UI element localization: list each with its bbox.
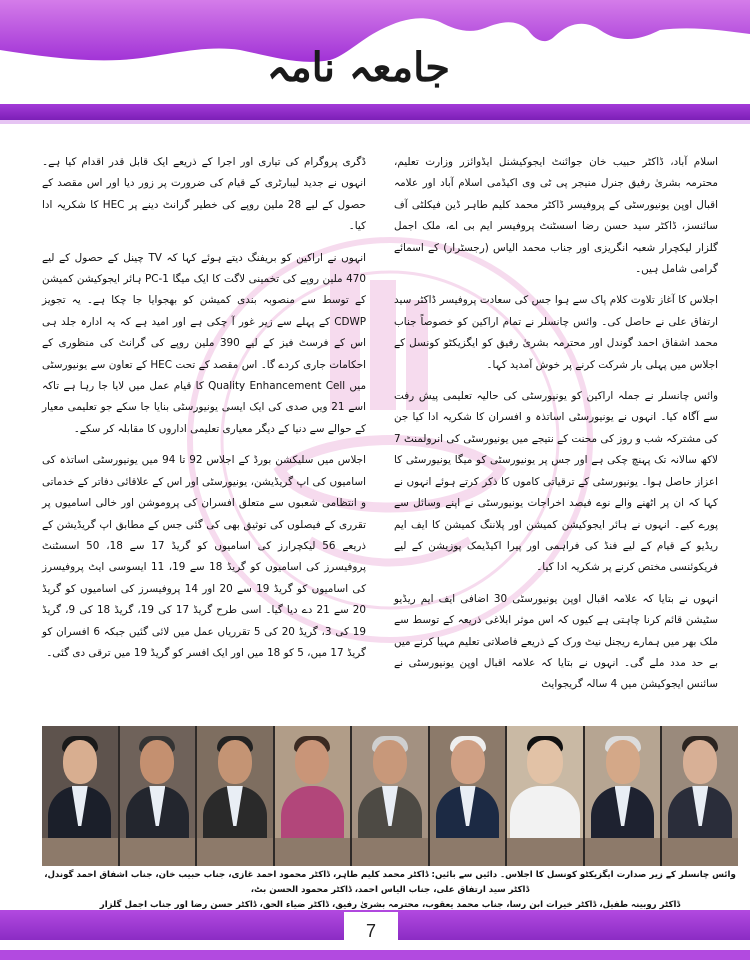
article-columns — [42, 152, 718, 722]
masthead-title: جامعہ نامہ — [266, 44, 450, 91]
header-bar — [0, 104, 750, 120]
header-rule — [0, 120, 750, 124]
photo-person — [352, 726, 428, 866]
photo-person — [662, 726, 738, 866]
paragraph: اجلاس میں سلیکشن بورڈ کے اجلاس 92 تا 94 میں یونیورسٹی اساتذہ کی اسامیوں کی اپ گریڈیشن، یونیورسٹی اور اس کے علاقائی دفاتر کے خدماتی و انتظامی شعبوں سے متعلق افسران کی پروموشن اور خالی اسامیوں پر تقرری کے فیصلوں کی توثیق بھی کی گئی جس کے مطابق اپ گریڈیشن کے ذریعے 56 لیکچرارز کی اسامیوں کو گریڈ 17 سے 18، 50 اسسٹنٹ پروفیسرز کی اسامیوں کو گریڈ 18 سے 19، 11 ایسوسی ایٹ پروفیسرز کی اسامیوں کو گریڈ 19 سے 20 اور 14 پروفیسرز کی اسامیوں کو گریڈ 20 سے 21 دے دیا گیا۔ اسی طرح گریڈ 17 کی 19، گریڈ 18 کی 9، گریڈ 19 کی 3، گریڈ 20 کی 5 تقرریاں عمل میں لائی گئیں جبکہ 6 افسران کو گریڈ 17 میں، 5 کو 18 میں اور ایک افسر کو گریڈ 19 میں ترقی دی گئی۔ — [42, 454, 367, 659]
paragraph: ڈگری پروگرام کی تیاری اور اجرا کے ذریعے ایک قابل قدر اقدام کیا ہے۔ انہوں نے جدید لیبارٹری کے قیام کی ضرورت پر زور دیا اور اس مقصد کے حصول کے لیے 28 ملین روپے کی خطیر گرانٹ دینے پر HEC کا شکریہ ادا کیا۔ — [42, 156, 366, 233]
photo-person — [42, 726, 118, 866]
photo-caption-line: وائس چانسلر کے زیر صدارت ایگزیکٹو کونسل کا اجلاس۔ دائیں سے بائیں: ڈاکٹر محمد کلیم طاہر، ڈاکٹر محمود احمد غازی، جناب حبیب خان، جناب اشفاق احمد گوندل، ڈاکٹر سید ارتفاق علی، جناب الیاس احمد، ڈاکٹر محمود الحسن بٹ، — [44, 870, 736, 895]
photo-person — [507, 726, 583, 866]
footer-bottom-bar — [0, 950, 750, 960]
photo-caption — [42, 868, 738, 913]
photo-person — [430, 726, 506, 866]
photo-caption-line: ڈاکٹر روبینہ طفیل، ڈاکٹر خیرات ابن رسا، جناب محمد یعقوب، محترمہ بشریٰ رفیق، ڈاکٹر ضیاء الحق، ڈاکٹر حسن رضا اور جناب اجمل گلزار — [99, 900, 681, 910]
paragraph: وائس چانسلر نے جملہ اراکین کو یونیورسٹی کی حالیہ تعلیمی پیش رفت سے آگاہ کیا۔ انہوں نے یونیورسٹی اساتذہ و افسران کا شکریہ ادا کیا جن کی مشترکہ شب و روز کی محنت کے نتیجے میں یونیورسٹی کی انرولمنٹ 7 لاکھ سالانہ تک پہنچ چکی ہے اور جس پر یونیورسٹی کو میگا یونیورسٹی کا اعزاز حاصل ہوا۔ یونیورسٹی کے ترقیاتی کاموں کا ذکر کرتے ہوئے انہوں نے کہا کہ ان پر اٹھنے والے نوے فیصد اخراجات یونیورسٹی نے اپنے وسائل سے پورے کیے۔ انہوں نے ہائر ایجوکیشن کمیشن اور پلاننگ کمیشن کا ایف ایم ریڈیو کے قیام کے لیے فنڈ کی فراہمی اور پیرا اکیڈیمک پوزیشن کے لیے فریکوئنسی مختص کرنے پر شکریہ ادا کیا۔ — [394, 390, 718, 574]
paragraph: انہوں نے بتایا کہ علامہ اقبال اوپن یونیورسٹی 30 اضافی ایف ایم ریڈیو سٹیشن قائم کرنا چاہتی ہے کیوں کہ اس موثر ابلاغی ذریعہ کے توسط سے ملک بھر میں ہمارے ریجنل نیٹ ورک کے ذریعے فاصلاتی تعلیم مہیا کرنے میں بے حد مدد ملے گی۔ انہوں نے بتایا کہ علامہ اقبال اوپن یونیورسٹی نے سائنس ایجوکیشن میں 4 سالہ گریجوایٹ — [394, 592, 718, 691]
page-number: 7 — [365, 920, 376, 941]
page-number-box — [344, 912, 398, 950]
article-column-right — [394, 152, 718, 722]
article-column-left — [42, 152, 366, 722]
paragraph: اسلام آباد، ڈاکٹر حبیب خان جوائنٹ ایجوکیشنل ایڈوائزر وزارت تعلیم، محترمہ بشریٰ رفیق جنرل منیجر پی ٹی وی اکیڈمی اسلام آباد اور علامہ اقبال اوپن یونیورسٹی کے پروفیسر ڈاکٹر محمد کلیم طاہر ڈین فیکلٹی آف سائنسز، ڈاکٹر سید حسن رضا اسسٹنٹ پروفیسر ایم بی اے، ملک اجمل گلزار لیکچرار شعبہ انگریزی اور جناب محمد الیاس (رجسٹرار) کے اسمائے گرامی شامل ہیں۔ — [394, 156, 718, 276]
photo-person — [585, 726, 661, 866]
paragraph: انہوں نے اراکین کو بریفنگ دیتے ہوئے کہا کہ TV چینل کے حصول کے لیے 470 ملین روپے کی تخمینی لاگت کا ایک میگا PC-1 ہائر ایجوکیشن کمیشن کے توسط سے منصوبہ بندی کمیشن کو بھجوایا جا چکا ہے۔ یہ تجویز CDWP کے پہلے سے زیر غور آ چکی ہے اور امید ہے کہ یہ ادارہ جلد ہی اس کے فرسٹ فیز کے لیے 390 ملین روپے کی گرانٹ کی منظوری کے احکامات جاری کردے گا۔ اس مقصد کے تحت HEC کے تعاون سے یونیورسٹی میں Quality Enhancement Cell کا قیام عمل میں لایا جا رہا ہے تاکہ اسے 21 ویں صدی کی ایک ایسی یونیورسٹی بنایا جا سکے جو تعلیمی معیار کے حوالے سے دنیا کے دیگر معیاری تعلیمی اداروں کا مقابلہ کر سکے۔ — [42, 251, 367, 435]
paragraph: اجلاس کا آغاز تلاوت کلام پاک سے ہوا جس کی سعادت پروفیسر ڈاکٹر سید ارتفاق علی نے حاصل کی۔ وائس چانسلر نے تمام اراکین کو خصوصاً جناب محمد اشفاق احمد گوندل اور محترمہ بشریٰ رفیق کو ایگزیکٹو کونسل کے اجلاس میں پہلی بار شرکت کرنے پر خوش آمدید کہا۔ — [394, 294, 718, 371]
photo-person — [120, 726, 196, 866]
photo-person — [275, 726, 351, 866]
photo-person — [197, 726, 273, 866]
meeting-photo — [42, 726, 738, 866]
